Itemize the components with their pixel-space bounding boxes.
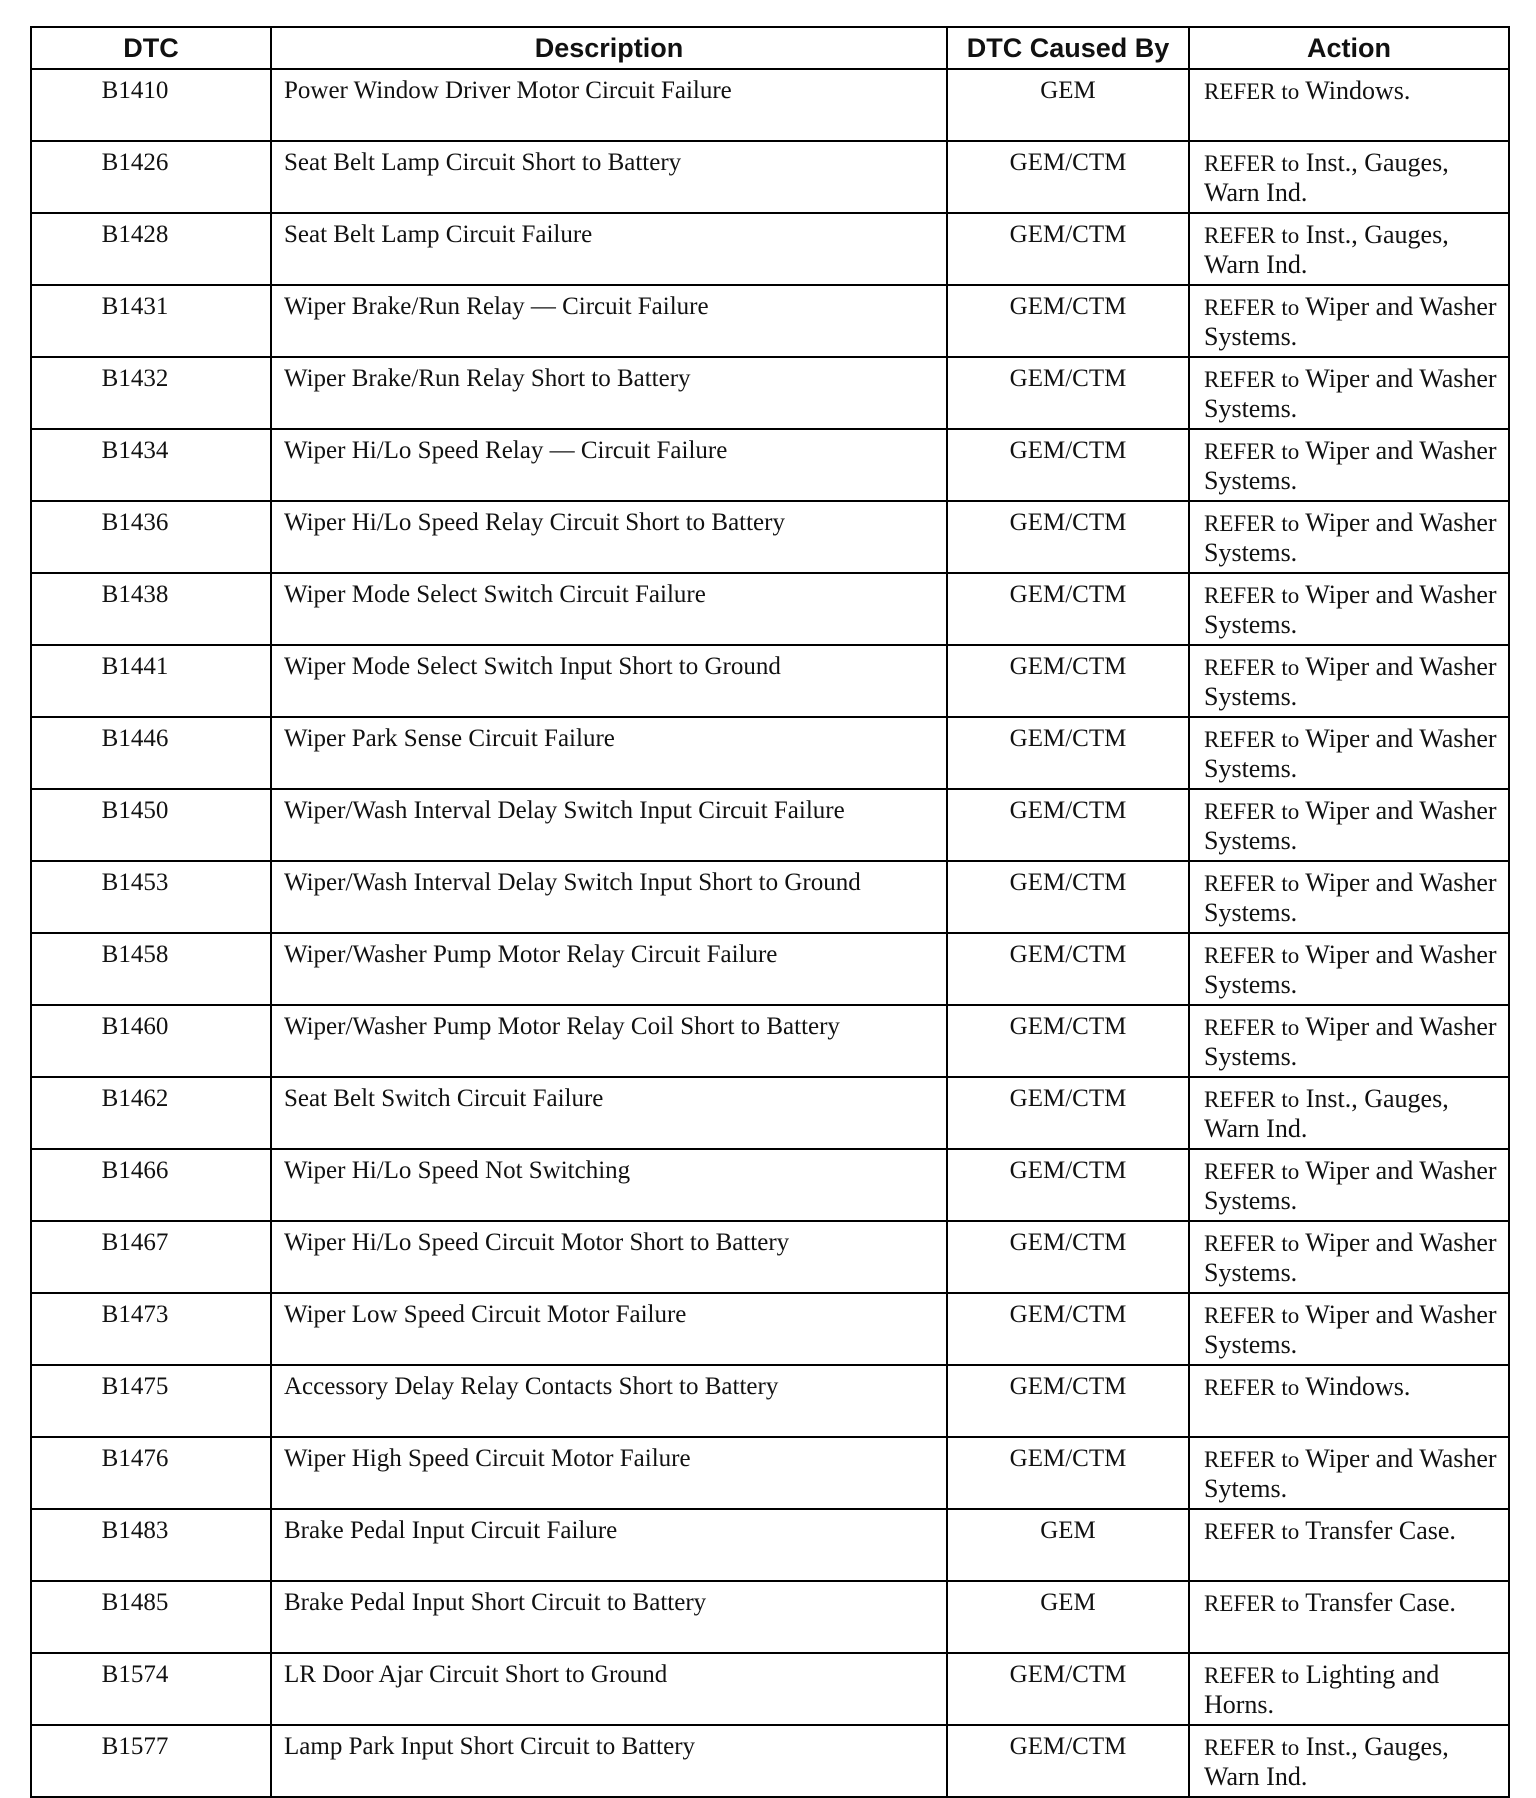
caused-by-cell: GEM/CTM [947, 789, 1189, 861]
dtc-code-cell: B1446 [31, 717, 271, 789]
dtc-code-cell: B1473 [31, 1293, 271, 1365]
caused-by-cell: GEM/CTM [947, 1005, 1189, 1077]
action-target: Transfer Case. [1305, 1516, 1456, 1545]
table-row [31, 789, 1509, 861]
action-refer-label: REFER to [1204, 295, 1300, 320]
table-row [31, 933, 1509, 1005]
description-cell: Brake Pedal Input Short Circuit to Battery [271, 1581, 947, 1653]
action-target: Transfer Case. [1305, 1588, 1456, 1617]
dtc-code-cell: B1475 [31, 1365, 271, 1437]
description-cell: Wiper Low Speed Circuit Motor Failure [271, 1293, 947, 1365]
action-target: Wiper and Washer Systems. [1204, 580, 1497, 639]
action-cell [1189, 1077, 1509, 1149]
table-row [31, 213, 1509, 285]
action-cell [1189, 573, 1509, 645]
description-cell: Wiper Hi/Lo Speed Relay — Circuit Failure [271, 429, 947, 501]
table-row [31, 429, 1509, 501]
caused-by-cell: GEM/CTM [947, 1437, 1189, 1509]
action-refer-label: REFER to [1204, 1447, 1300, 1472]
description-cell: Brake Pedal Input Circuit Failure [271, 1509, 947, 1581]
action-cell [1189, 1005, 1509, 1077]
action-target: Inst., Gauges, Warn Ind. [1204, 1084, 1449, 1143]
caused-by-cell: GEM/CTM [947, 141, 1189, 213]
dtc-code-cell: B1426 [31, 141, 271, 213]
table-row [31, 1221, 1509, 1293]
action-refer-label: REFER to [1204, 1015, 1300, 1040]
action-cell [1189, 285, 1509, 357]
dtc-code-cell: B1458 [31, 933, 271, 1005]
dtc-code-cell: B1574 [31, 1653, 271, 1725]
action-cell [1189, 1581, 1509, 1653]
header-row [31, 27, 1509, 69]
action-target: Wiper and Washer Systems. [1204, 1300, 1497, 1359]
action-refer-label: REFER to [1204, 511, 1300, 536]
caused-by-cell: GEM/CTM [947, 429, 1189, 501]
action-target: Wiper and Washer Systems. [1204, 940, 1497, 999]
action-target: Inst., Gauges, Warn Ind. [1204, 220, 1449, 279]
caused-by-cell: GEM/CTM [947, 1221, 1189, 1293]
description-cell: Wiper High Speed Circuit Motor Failure [271, 1437, 947, 1509]
table-row [31, 717, 1509, 789]
caused-by-cell: GEM/CTM [947, 1149, 1189, 1221]
action-target: Wiper and Washer Systems. [1204, 652, 1497, 711]
action-target: Inst., Gauges, Warn Ind. [1204, 148, 1449, 207]
description-cell: Wiper/Wash Interval Delay Switch Input Short to Ground [271, 861, 947, 933]
action-refer-label: REFER to [1204, 943, 1300, 968]
table-row [31, 573, 1509, 645]
action-refer-label: REFER to [1204, 1087, 1300, 1112]
description-cell: Wiper Brake/Run Relay Short to Battery [271, 357, 947, 429]
action-target: Wiper and Washer Systems. [1204, 508, 1497, 567]
dtc-code-cell: B1450 [31, 789, 271, 861]
description-cell: Seat Belt Lamp Circuit Failure [271, 213, 947, 285]
caused-by-cell: GEM/CTM [947, 357, 1189, 429]
action-cell [1189, 861, 1509, 933]
dtc-code-cell: B1483 [31, 1509, 271, 1581]
header-caused-by: DTC Caused By [947, 27, 1189, 69]
action-refer-label: REFER to [1204, 871, 1300, 896]
action-cell [1189, 1509, 1509, 1581]
table-row [31, 1725, 1509, 1797]
description-cell: Wiper Hi/Lo Speed Not Switching [271, 1149, 947, 1221]
table-row [31, 1005, 1509, 1077]
action-refer-label: REFER to [1204, 439, 1300, 464]
caused-by-cell: GEM/CTM [947, 501, 1189, 573]
description-cell: Wiper Hi/Lo Speed Relay Circuit Short to Battery [271, 501, 947, 573]
description-cell: Wiper Hi/Lo Speed Circuit Motor Short to Battery [271, 1221, 947, 1293]
caused-by-cell: GEM/CTM [947, 861, 1189, 933]
table-row [31, 1509, 1509, 1581]
action-cell [1189, 141, 1509, 213]
action-refer-label: REFER to [1204, 799, 1300, 824]
action-refer-label: REFER to [1204, 1663, 1300, 1688]
description-cell: Wiper Mode Select Switch Input Short to Ground [271, 645, 947, 717]
dtc-code-cell: B1485 [31, 1581, 271, 1653]
caused-by-cell: GEM/CTM [947, 645, 1189, 717]
header-description: Description [271, 27, 947, 69]
action-target: Inst., Gauges, Warn Ind. [1204, 1732, 1449, 1791]
action-cell [1189, 1365, 1509, 1437]
dtc-code-cell: B1466 [31, 1149, 271, 1221]
dtc-code-cell: B1438 [31, 573, 271, 645]
action-cell [1189, 789, 1509, 861]
header-action: Action [1189, 27, 1509, 69]
dtc-code-cell: B1434 [31, 429, 271, 501]
action-refer-label: REFER to [1204, 1591, 1300, 1616]
caused-by-cell: GEM/CTM [947, 1293, 1189, 1365]
action-target: Wiper and Washer Systems. [1204, 1012, 1497, 1071]
dtc-code-cell: B1436 [31, 501, 271, 573]
action-refer-label: REFER to [1204, 223, 1300, 248]
action-cell [1189, 717, 1509, 789]
action-refer-label: REFER to [1204, 1231, 1300, 1256]
action-target: Wiper and Washer Systems. [1204, 436, 1497, 495]
action-target: Wiper and Washer Systems. [1204, 1156, 1497, 1215]
table-row [31, 141, 1509, 213]
description-cell: Wiper Park Sense Circuit Failure [271, 717, 947, 789]
description-cell: Seat Belt Lamp Circuit Short to Battery [271, 141, 947, 213]
caused-by-cell: GEM/CTM [947, 1725, 1189, 1797]
action-target: Wiper and Washer Sytems. [1204, 1444, 1497, 1503]
action-target: Wiper and Washer Systems. [1204, 1228, 1497, 1287]
table-row [31, 1293, 1509, 1365]
table-row [31, 1365, 1509, 1437]
action-target: Windows. [1305, 76, 1411, 105]
caused-by-cell: GEM [947, 1581, 1189, 1653]
action-refer-label: REFER to [1204, 1519, 1300, 1544]
action-cell [1189, 501, 1509, 573]
description-cell: Accessory Delay Relay Contacts Short to Battery [271, 1365, 947, 1437]
action-target: Wiper and Washer Systems. [1204, 364, 1497, 423]
action-refer-label: REFER to [1204, 1159, 1300, 1184]
action-target: Wiper and Washer Systems. [1204, 292, 1497, 351]
action-target: Wiper and Washer Systems. [1204, 724, 1497, 783]
dtc-code-cell: B1441 [31, 645, 271, 717]
header-dtc: DTC [31, 27, 271, 69]
table-row [31, 69, 1509, 141]
action-cell [1189, 1149, 1509, 1221]
action-refer-label: REFER to [1204, 1375, 1300, 1400]
action-refer-label: REFER to [1204, 151, 1300, 176]
table-row [31, 1581, 1509, 1653]
dtc-code-cell: B1577 [31, 1725, 271, 1797]
table-row [31, 1437, 1509, 1509]
dtc-code-cell: B1467 [31, 1221, 271, 1293]
table-row [31, 861, 1509, 933]
dtc-table [30, 26, 1510, 1798]
table-row [31, 501, 1509, 573]
action-cell [1189, 1653, 1509, 1725]
caused-by-cell: GEM/CTM [947, 285, 1189, 357]
table-row [31, 1077, 1509, 1149]
caused-by-cell: GEM/CTM [947, 1653, 1189, 1725]
caused-by-cell: GEM/CTM [947, 573, 1189, 645]
caused-by-cell: GEM [947, 1509, 1189, 1581]
action-target: Wiper and Washer Systems. [1204, 868, 1497, 927]
caused-by-cell: GEM/CTM [947, 213, 1189, 285]
action-cell [1189, 213, 1509, 285]
description-cell: Seat Belt Switch Circuit Failure [271, 1077, 947, 1149]
action-target: Wiper and Washer Systems. [1204, 796, 1497, 855]
caused-by-cell: GEM [947, 69, 1189, 141]
caused-by-cell: GEM/CTM [947, 717, 1189, 789]
description-cell: Wiper/Washer Pump Motor Relay Coil Short to Battery [271, 1005, 947, 1077]
action-refer-label: REFER to [1204, 1303, 1300, 1328]
dtc-code-cell: B1460 [31, 1005, 271, 1077]
dtc-code-cell: B1428 [31, 213, 271, 285]
action-cell [1189, 429, 1509, 501]
dtc-code-cell: B1431 [31, 285, 271, 357]
dtc-code-cell: B1410 [31, 69, 271, 141]
table-row [31, 357, 1509, 429]
caused-by-cell: GEM/CTM [947, 1077, 1189, 1149]
table-row [31, 1653, 1509, 1725]
dtc-code-cell: B1453 [31, 861, 271, 933]
description-cell: LR Door Ajar Circuit Short to Ground [271, 1653, 947, 1725]
action-cell [1189, 357, 1509, 429]
action-target: Lighting and Horns. [1204, 1660, 1440, 1719]
description-cell: Power Window Driver Motor Circuit Failure [271, 69, 947, 141]
description-cell: Wiper Brake/Run Relay — Circuit Failure [271, 285, 947, 357]
dtc-code-cell: B1432 [31, 357, 271, 429]
caused-by-cell: GEM/CTM [947, 933, 1189, 1005]
description-cell: Lamp Park Input Short Circuit to Battery [271, 1725, 947, 1797]
action-cell [1189, 933, 1509, 1005]
action-refer-label: REFER to [1204, 1735, 1300, 1760]
action-refer-label: REFER to [1204, 583, 1300, 608]
dtc-table-sheet [30, 26, 1508, 1798]
action-refer-label: REFER to [1204, 727, 1300, 752]
action-refer-label: REFER to [1204, 367, 1300, 392]
caused-by-cell: GEM/CTM [947, 1365, 1189, 1437]
table-row [31, 1149, 1509, 1221]
action-cell [1189, 645, 1509, 717]
description-cell: Wiper Mode Select Switch Circuit Failure [271, 573, 947, 645]
action-cell [1189, 1725, 1509, 1797]
action-refer-label: REFER to [1204, 655, 1300, 680]
description-cell: Wiper/Wash Interval Delay Switch Input Circuit Failure [271, 789, 947, 861]
dtc-code-cell: B1476 [31, 1437, 271, 1509]
dtc-code-cell: B1462 [31, 1077, 271, 1149]
table-row [31, 285, 1509, 357]
table-body [31, 69, 1509, 1797]
action-target: Windows. [1305, 1372, 1411, 1401]
action-cell [1189, 69, 1509, 141]
action-cell [1189, 1293, 1509, 1365]
table-row [31, 645, 1509, 717]
description-cell: Wiper/Washer Pump Motor Relay Circuit Failure [271, 933, 947, 1005]
action-cell [1189, 1437, 1509, 1509]
action-cell [1189, 1221, 1509, 1293]
action-refer-label: REFER to [1204, 79, 1300, 104]
